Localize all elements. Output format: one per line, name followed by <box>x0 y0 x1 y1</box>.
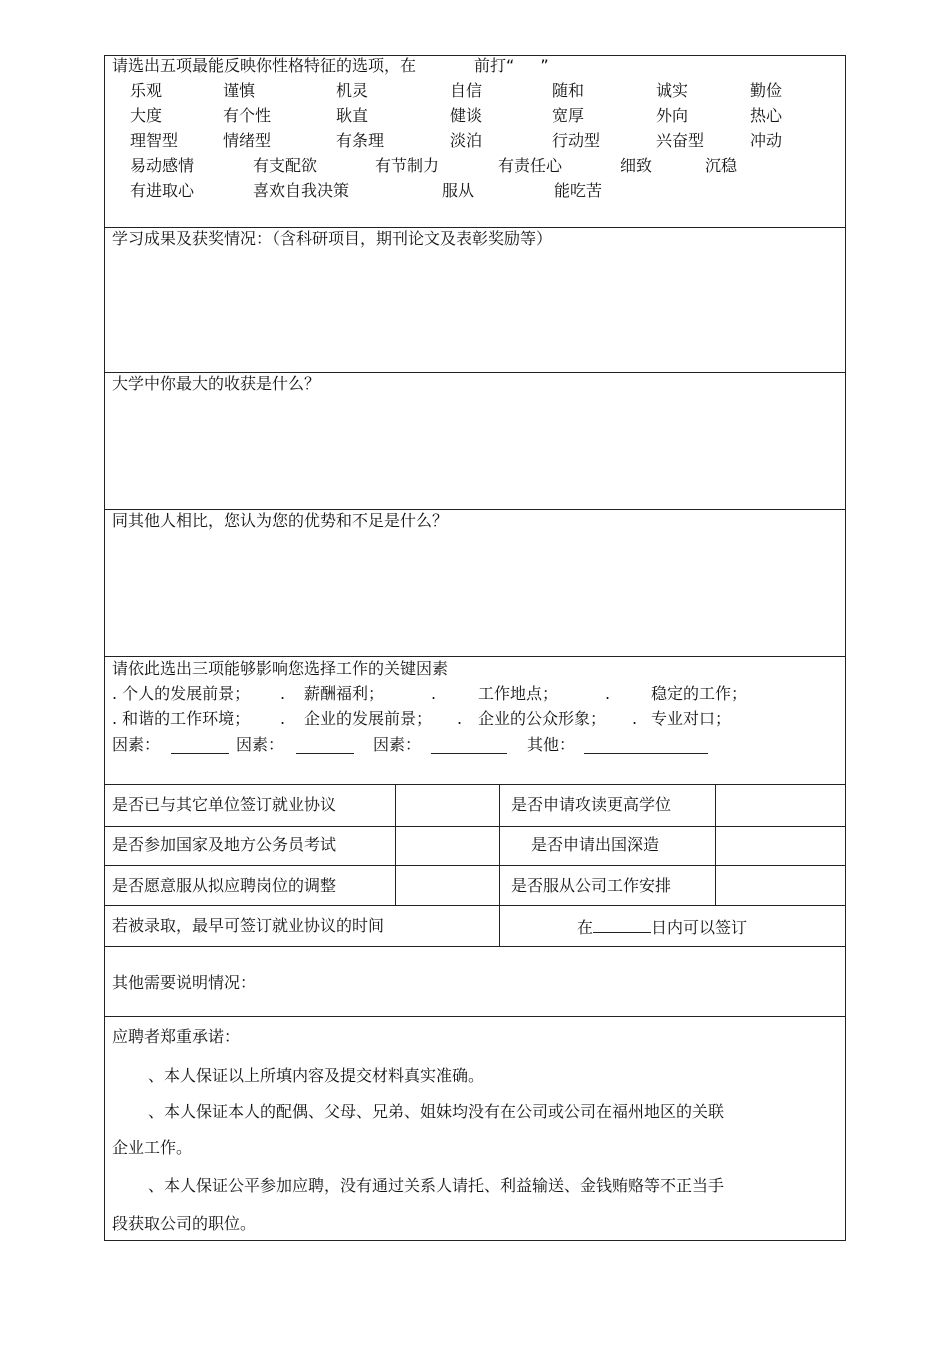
trait-option[interactable]: 外向 <box>656 106 689 125</box>
other-factor-label: 其他： <box>527 735 576 754</box>
factor-2-label: 因素： <box>236 735 285 754</box>
sign-days-line <box>577 916 747 938</box>
study-abroad-label: 是否申请出国深造 <box>531 835 660 854</box>
trait-option[interactable]: 有责任心 <box>498 156 563 175</box>
achievements-field[interactable] <box>105 251 845 369</box>
higher-degree-label: 是否申请攻读更高学位 <box>511 795 672 814</box>
trait-option[interactable]: 大度 <box>130 106 163 125</box>
factor-option[interactable]: 稳定的工作； <box>651 684 748 703</box>
factors-label: 请依此选出三项能够影响您选择工作的关键因素 <box>112 659 449 678</box>
trait-option[interactable]: 诚实 <box>656 81 689 100</box>
factor-3-label: 因素： <box>373 735 422 754</box>
trait-option[interactable]: 宽厚 <box>552 106 585 125</box>
promise-item-2: 、本人保证本人的配偶、父母、兄弟、姐妹均没有在公司或公司在福州地区的关联 <box>148 1102 725 1121</box>
trait-option[interactable]: 沉稳 <box>705 156 738 175</box>
study-abroad-field[interactable] <box>716 827 845 864</box>
trait-option[interactable]: 随和 <box>552 81 585 100</box>
higher-degree-field[interactable] <box>716 785 845 825</box>
factor-2-input[interactable] <box>296 737 354 754</box>
sign-prefix: 在 <box>577 918 594 937</box>
traits-prompt: 请选出五项最能反映你性格特征的选项，在 前打“ ” <box>112 56 549 75</box>
sign-days-input[interactable] <box>593 916 651 933</box>
trait-option[interactable]: 有个性 <box>223 106 272 125</box>
promise-item-1: 、本人保证以上所填内容及提交材料真实准确。 <box>148 1066 485 1085</box>
trait-option[interactable]: 自信 <box>450 81 483 100</box>
factor-bullet: . <box>605 684 611 703</box>
trait-option[interactable]: 情绪型 <box>223 131 272 150</box>
trait-option[interactable]: 有节制力 <box>375 156 440 175</box>
civil-exam-label: 是否参加国家及地方公务员考试 <box>112 835 337 854</box>
trait-option[interactable]: 淡泊 <box>450 131 483 150</box>
promise-title: 应聘者郑重承诺： <box>112 1027 241 1046</box>
strengths-label: 同其他人相比，您认为您的优势和不足是什么？ <box>112 511 449 530</box>
trait-option[interactable]: 健谈 <box>450 106 483 125</box>
obey-company-label: 是否服从公司工作安排 <box>511 876 672 895</box>
trait-option[interactable]: 乐观 <box>130 81 163 100</box>
signed-agreement-label: 是否已与其它单位签订就业协议 <box>112 795 337 814</box>
trait-option[interactable]: 行动型 <box>552 131 601 150</box>
other-factor-input[interactable] <box>584 737 708 754</box>
factor-bullet: . <box>280 684 286 703</box>
accept-adjust-label: 是否愿意服从拟应聘岗位的调整 <box>112 876 337 895</box>
factor-option[interactable]: . 和谐的工作环境； <box>112 709 251 728</box>
factor-3-input[interactable] <box>431 737 507 754</box>
obey-company-field[interactable] <box>716 866 845 904</box>
strengths-field[interactable] <box>105 533 845 653</box>
promise-item-2-cont: 企业工作。 <box>112 1138 193 1157</box>
factor-option[interactable]: 企业的发展前景； <box>304 709 433 728</box>
promise-item-3-cont: 段获取公司的职位。 <box>112 1214 257 1233</box>
factor-1-input[interactable] <box>171 737 229 754</box>
factor-bullet: . <box>431 684 437 703</box>
trait-option[interactable]: 服从 <box>442 181 475 200</box>
trait-option[interactable]: 兴奋型 <box>656 131 705 150</box>
earliest-sign-label: 若被录取，最早可签订就业协议的时间 <box>112 916 385 935</box>
promise-item-3: 、本人保证公平参加应聘，没有通过关系人请托、利益输送、金钱贿赂等不正当手 <box>148 1176 725 1195</box>
factor-bullet: . <box>457 709 463 728</box>
factor-option[interactable]: 薪酬福利； <box>304 684 385 703</box>
factor-bullet: . <box>280 709 286 728</box>
divider <box>105 946 845 947</box>
factor-option[interactable]: . 个人的发展前景； <box>112 684 251 703</box>
trait-option[interactable]: 勤俭 <box>750 81 783 100</box>
factor-option[interactable]: 专业对口； <box>651 709 732 728</box>
divider <box>105 905 845 906</box>
divider <box>105 227 845 228</box>
trait-option[interactable]: 耿直 <box>336 106 369 125</box>
factor-option[interactable]: 工作地点； <box>478 684 559 703</box>
gain-field[interactable] <box>105 396 845 506</box>
achievements-label: 学习成果及获奖情况：（含科研项目，期刊论文及表彰奖励等） <box>112 229 553 248</box>
trait-option[interactable]: 易动感情 <box>130 156 195 175</box>
application-form <box>104 55 846 1241</box>
trait-option[interactable]: 谨慎 <box>223 81 256 100</box>
trait-option[interactable]: 有条理 <box>336 131 385 150</box>
trait-option[interactable]: 喜欢自我决策 <box>253 181 350 200</box>
factor-1-label: 因素： <box>112 735 161 754</box>
factor-bullet: . <box>632 709 638 728</box>
divider <box>105 372 845 373</box>
gain-label: 大学中你最大的收获是什么？ <box>112 374 321 393</box>
other-notes-field[interactable] <box>255 956 845 1014</box>
trait-option[interactable]: 有支配欲 <box>253 156 318 175</box>
trait-option[interactable]: 冲动 <box>750 131 783 150</box>
other-notes-label: 其他需要说明情况： <box>112 973 257 992</box>
factor-option[interactable]: 企业的公众形象； <box>478 709 607 728</box>
divider <box>105 509 845 510</box>
trait-option[interactable]: 机灵 <box>336 81 369 100</box>
sign-suffix: 日内可以签订 <box>651 918 748 937</box>
trait-option[interactable]: 理智型 <box>130 131 179 150</box>
trait-option[interactable]: 细致 <box>620 156 653 175</box>
divider <box>105 1016 845 1017</box>
accept-adjust-field[interactable] <box>396 866 498 904</box>
divider <box>499 784 500 946</box>
civil-exam-field[interactable] <box>396 827 498 864</box>
trait-option[interactable]: 有进取心 <box>130 181 195 200</box>
trait-option[interactable]: 能吃苦 <box>554 181 603 200</box>
signed-agreement-field[interactable] <box>396 785 498 825</box>
divider <box>105 656 845 657</box>
trait-option[interactable]: 热心 <box>750 106 783 125</box>
